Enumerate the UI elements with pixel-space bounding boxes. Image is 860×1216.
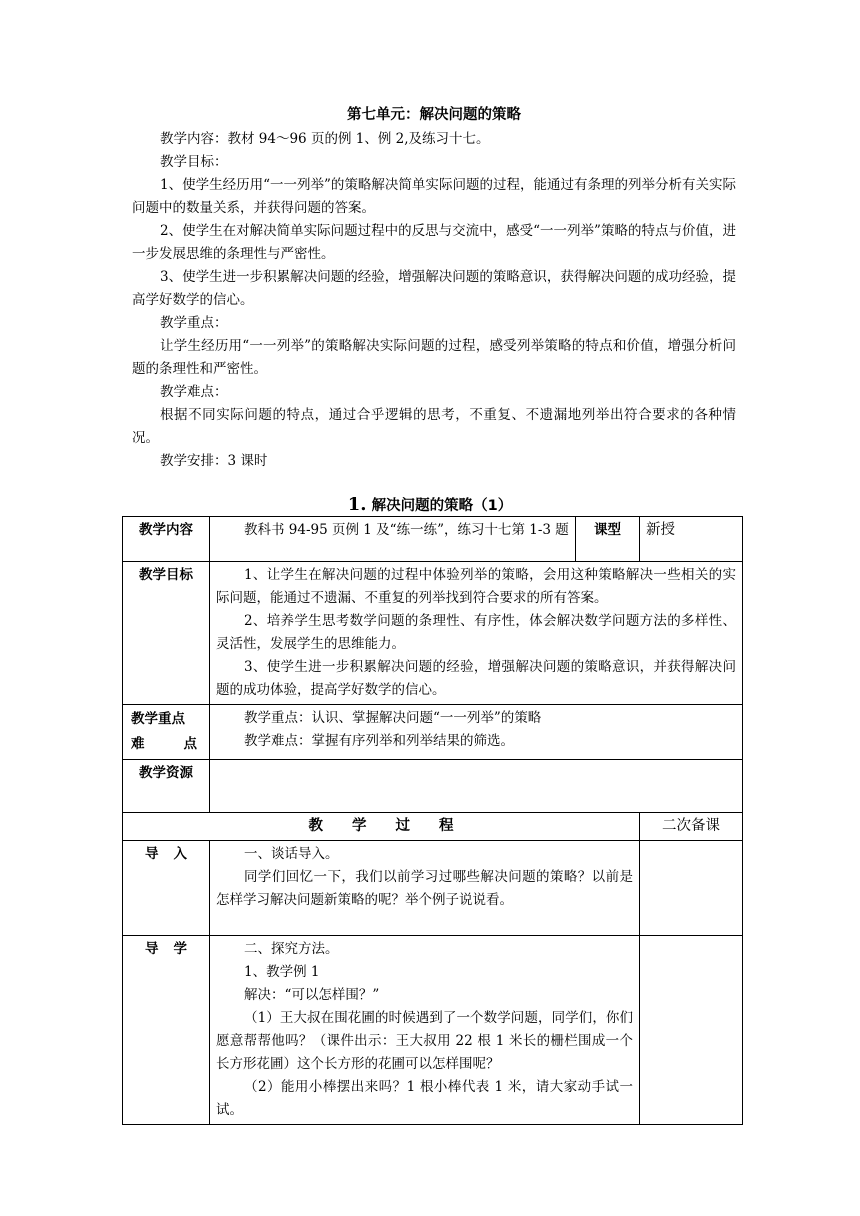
goal-2: 2、培养学生思考数学问题的条理性、有序性，体会解决数学问题方法的多样性、灵活性，发展学生的思维能力。 bbox=[216, 613, 736, 652]
keydiff-label-line2 bbox=[131, 732, 203, 757]
row-intro bbox=[123, 841, 743, 936]
guide-cell bbox=[210, 936, 640, 1125]
intro-label-char-a: 导 bbox=[145, 846, 159, 862]
guide-label-char-a: 导 bbox=[145, 941, 159, 957]
resources-value bbox=[210, 760, 743, 813]
unit-key: 让学生经历用“一一列举”的策略解决实际问题的过程，感受列举策略的特点和价值，增强分析问题的条理性和严密性。 bbox=[132, 338, 736, 377]
keydiff-label-line1: 教学重点 bbox=[131, 711, 185, 727]
row-content bbox=[123, 517, 743, 562]
guide-label-chars bbox=[129, 938, 203, 961]
goal-1: 1、让学生在解决问题的过程中体验列举的策略，会用这种策略解决一些相关的实际问题，能通过不遗漏、不重复的列举找到符合要求的所有答案。 bbox=[216, 567, 736, 606]
guide-label-char-b: 学 bbox=[173, 941, 187, 957]
guide-question: 解决：“可以怎样围？” bbox=[244, 987, 380, 1003]
guide-heading: 二、探究方法。 bbox=[244, 941, 339, 957]
row-guide bbox=[123, 936, 743, 1125]
keydiff-label-char-b: 点 bbox=[183, 736, 197, 752]
content-value bbox=[210, 517, 576, 562]
content-value-text: 教科书 94-95 页例 1 及“练一练”，练习十七第 1-3 题 bbox=[244, 522, 569, 538]
intro-heading: 一、谈话导入。 bbox=[244, 846, 339, 862]
intro-label-chars bbox=[129, 843, 203, 866]
intro-text: 同学们回忆一下，我们以前学习过哪些解决问题的策略？以前是怎样学习解决问题新策略的呢？举个例子说说看。 bbox=[216, 869, 633, 908]
unit-difficulty-label: 教学难点： bbox=[160, 384, 228, 400]
guide-label bbox=[123, 936, 210, 1125]
row-keydiff bbox=[123, 705, 743, 760]
intro-second-prep bbox=[640, 841, 743, 936]
guide-step-2: （2）能用小棒摆出来吗？1 根小棒代表 1 米，请大家动手试一试。 bbox=[216, 1079, 633, 1118]
keydiff-cell bbox=[210, 705, 743, 760]
type-label: 课型 bbox=[576, 517, 640, 562]
goals-cell bbox=[210, 562, 743, 705]
unit-goal-2: 2、使学生在对解决简单实际问题过程中的反思与交流中，感受“一一列举”策略的特点与价值，进一步发展思维的条理性与严密性。 bbox=[132, 223, 736, 262]
lesson-title bbox=[0, 493, 860, 518]
difficulty-text: 教学难点：掌握有序列举和列举结果的筛选。 bbox=[244, 733, 514, 749]
type-value: 新授 bbox=[640, 517, 743, 562]
resources-label: 教学资源 bbox=[123, 760, 210, 813]
unit-goal-3: 3、使学生进一步积累解决问题的经验，增强解决问题的策略意识，获得解决问题的成功经验，提高学好数学的信心。 bbox=[132, 269, 736, 308]
process-label: 教 学 过 程 bbox=[123, 813, 640, 841]
unit-section bbox=[132, 104, 736, 473]
guide-step-1: （1）王大叔在围花圃的时候遇到了一个数学问题，同学们，你们愿意帮帮他吗？（课件出示：王大叔用 22 根 1 米长的栅栏围成一个长方形花圃）这个长方形的花圃可以怎样围呢？ bbox=[216, 1010, 633, 1072]
unit-content: 教学内容：教材 94～96 页的例 1、例 2,及练习十七。 bbox=[160, 131, 490, 147]
unit-difficulty: 根据不同实际问题的特点，通过合乎逻辑的思考，不重复、不遗漏地列举出符合要求的各种情况。 bbox=[132, 407, 736, 446]
unit-goal-1: 1、使学生经历用“一一列举”的策略解决简单实际问题的过程，能通过有条理的列举分析有关实际问题中的数量关系，并获得问题的答案。 bbox=[132, 177, 736, 216]
goals-label: 教学目标 bbox=[123, 562, 210, 705]
unit-schedule: 教学安排：3 课时 bbox=[160, 453, 268, 469]
goal-3: 3、使学生进一步积累解决问题的经验，增强解决问题的策略意识，并获得解决问题的成功体验，提高学好数学的信心。 bbox=[216, 659, 736, 698]
guide-second-prep bbox=[640, 936, 743, 1125]
unit-goals-label: 教学目标： bbox=[160, 154, 228, 170]
intro-cell bbox=[210, 841, 640, 936]
key-text: 教学重点：认识、掌握解决问题“一一列举”的策略 bbox=[244, 710, 542, 726]
row-goals bbox=[123, 562, 743, 705]
lesson-number: 1. bbox=[347, 494, 367, 515]
lesson-plan-table bbox=[122, 516, 743, 1125]
unit-title: 第七单元：解决问题的策略 bbox=[347, 107, 521, 123]
keydiff-label-char-a: 难 bbox=[131, 736, 145, 752]
intro-label bbox=[123, 841, 210, 936]
lesson-title-text: 解决问题的策略（1） bbox=[371, 498, 513, 514]
row-resources bbox=[123, 760, 743, 813]
content-label: 教学内容 bbox=[123, 517, 210, 562]
intro-label-char-b: 入 bbox=[173, 846, 187, 862]
unit-key-label: 教学重点： bbox=[160, 315, 228, 331]
second-prep-label: 二次备课 bbox=[640, 813, 743, 841]
keydiff-label bbox=[123, 705, 210, 760]
row-process-header bbox=[123, 813, 743, 841]
guide-example: 1、教学例 1 bbox=[244, 964, 320, 980]
